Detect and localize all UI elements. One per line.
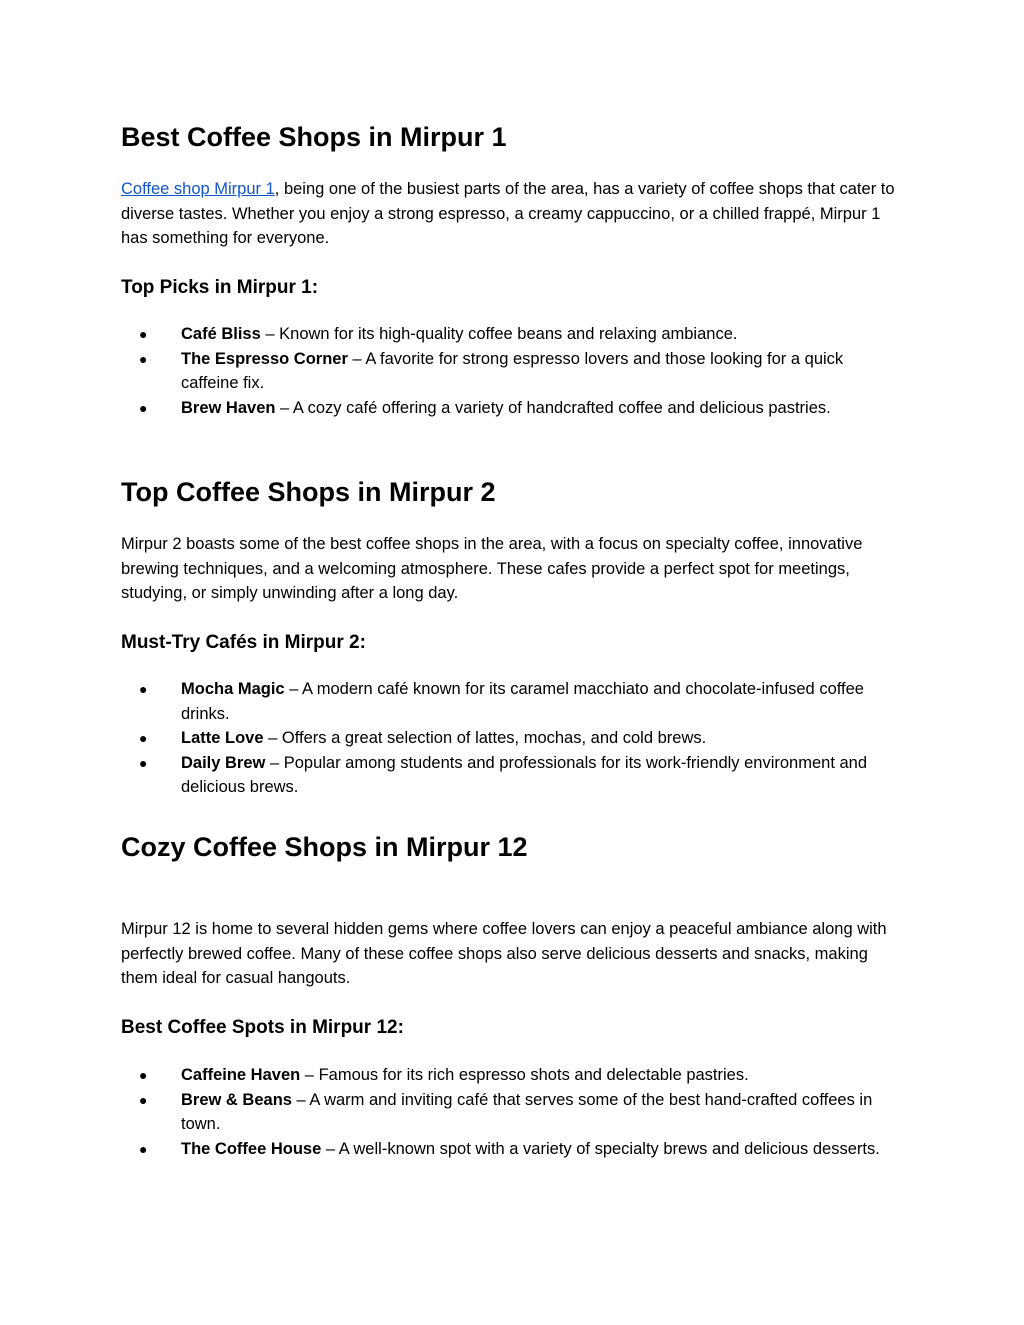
shop-description: – Popular among students and professionals for its work-friendly environment and delicious brews.: [181, 753, 868, 796]
bullet-icon: ●: [139, 350, 148, 367]
shop-description: – Famous for its rich espresso shots and delectable pastries.: [300, 1066, 749, 1084]
list-item: [121, 751, 901, 800]
intro-text: , being one of the busiest parts of the area, has a variety of coffee shops that cater to diverse tastes. Whether you enjoy a strong espresso, a creamy cappuccino, or a chilled frappé, Mirpur 1 has something for everyone.: [121, 180, 895, 247]
section-intro-mirpur-1: [121, 177, 896, 251]
subheading-best-spots-mirpur-12: Best Coffee Spots in Mirpur 12:: [121, 1017, 404, 1038]
list-item: [121, 322, 901, 347]
bullet-icon: ●: [139, 754, 148, 771]
list-item: [121, 347, 901, 396]
bullet-icon: ●: [139, 681, 148, 697]
section-heading-mirpur-1: Best Coffee Shops in Mirpur 1: [121, 122, 507, 152]
section-heading-mirpur-2: Top Coffee Shops in Mirpur 2: [121, 477, 496, 507]
section-intro-mirpur-12: Mirpur 12 is home to several hidden gems where coffee lovers can enjoy a peaceful ambiance along with perfectly brewed coffee. Many of these coffee shops also serve delicious desserts and snacks, making them ideal for casual hangouts.: [121, 920, 887, 987]
list-mirpur-12: [121, 1063, 901, 1161]
shop-description: – A well-known spot with a variety of specialty brews and delicious desserts.: [321, 1139, 880, 1158]
shop-name: Brew & Beans: [181, 1090, 292, 1109]
bullet-icon: ●: [139, 1091, 148, 1108]
shop-description: – A modern café known for its caramel macchiato and chocolate-infused coffee drinks.: [181, 680, 864, 723]
shop-name: Café Bliss: [181, 325, 261, 343]
list-item: [121, 1063, 901, 1088]
list-item: [121, 1088, 901, 1137]
shop-description: – A favorite for strong espresso lovers and those looking for a quick caffeine fix.: [181, 349, 844, 392]
bullet-icon: ●: [139, 1140, 148, 1157]
shop-name: Brew Haven: [181, 398, 276, 417]
shop-name: The Espresso Corner: [181, 349, 348, 368]
shop-description: – A warm and inviting café that serves some of the best hand-crafted coffees in town.: [181, 1090, 873, 1133]
list-mirpur-1: [121, 322, 901, 420]
list-item: [121, 1137, 901, 1162]
bullet-icon: ●: [139, 399, 148, 416]
list-item: [121, 396, 901, 421]
section-heading-mirpur-12: Cozy Coffee Shops in Mirpur 12: [121, 832, 528, 862]
coffee-shop-mirpur-1-link[interactable]: Coffee shop Mirpur 1: [121, 180, 275, 198]
bullet-icon: ●: [139, 730, 148, 746]
shop-description: – A cozy café offering a variety of handcrafted coffee and delicious pastries.: [275, 398, 831, 417]
subheading-must-try-mirpur-2: Must-Try Cafés in Mirpur 2:: [121, 632, 366, 653]
shop-name: Caffeine Haven: [181, 1066, 301, 1084]
list-mirpur-2: [121, 677, 901, 800]
section-intro-mirpur-2: Mirpur 2 boasts some of the best coffee shops in the area, with a focus on specialty coffee, innovative brewing techniques, and a welcoming atmosphere. These cafes provide a perfect spot for meetings, studying, or simply unwinding after a long day.: [121, 535, 863, 602]
bullet-icon: ●: [139, 326, 148, 342]
shop-description: – Known for its high-quality coffee beans and relaxing ambiance.: [260, 325, 738, 343]
shop-name: The Coffee House: [181, 1139, 322, 1158]
shop-name: Latte Love: [181, 729, 264, 747]
list-item: [121, 726, 901, 751]
list-item: [121, 677, 901, 726]
bullet-icon: ●: [139, 1067, 148, 1083]
shop-name: Daily Brew: [181, 753, 266, 772]
shop-description: – Offers a great selection of lattes, mochas, and cold brews.: [263, 729, 707, 747]
shop-name: Mocha Magic: [181, 680, 285, 698]
subheading-top-picks-mirpur-1: Top Picks in Mirpur 1:: [121, 277, 319, 298]
